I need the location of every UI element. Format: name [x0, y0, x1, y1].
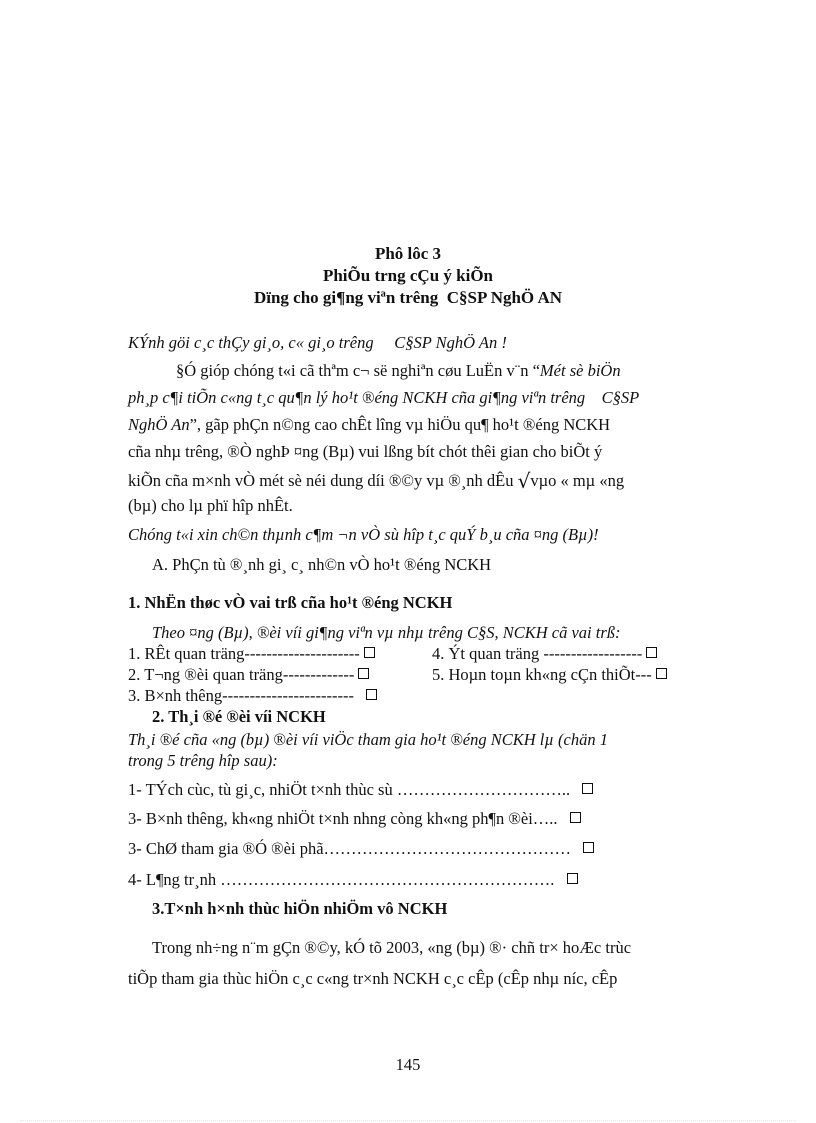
intro-line-2a: ph¸p c¶i tiÕn c«ng t¸c qu¶n lý ho¹t ®éng NCKH cña gi¶ng viªn trêng — [128, 388, 586, 407]
checkmark-icon: √ — [517, 469, 531, 493]
intro-line-5a: kiÕn cña m×nh vÒ mét sè néi dung díi ®©y vµ ®¸nh dÊu — [128, 471, 514, 490]
survey-subtitle — [0, 287, 816, 309]
checkbox-icon[interactable] — [570, 812, 581, 823]
q1-option-2-label: 2. T¬ng ®èi quan träng------------- — [128, 665, 355, 684]
intro-line-6: (bµ) cho lµ phï hîp nhÊt. — [128, 496, 293, 515]
q2-prompt-2: trong 5 trêng hîp sau): — [128, 751, 278, 770]
q3-paragraph-line-2: tiÕp tham gia thùc hiÖn c¸c c«ng tr×nh NCKH c¸c cÊp (cÊp nhµ níc, cÊp — [128, 969, 618, 988]
q2-option-1-label: 1- TÝch cùc, tù gi¸c, nhiÖt t×nh thùc sù ………………………….. — [128, 780, 571, 799]
q1-option-3-label: 3. B×nh thêng------------------------ — [128, 686, 354, 705]
q1-option-1[interactable] — [128, 643, 375, 665]
intro-line-1 — [176, 360, 621, 382]
section-a-title: A. PhÇn tù ®¸nh gi¸ c¸ nh©n vÒ ho¹t ®éng NCKH — [152, 555, 492, 574]
appendix-title: Phô lôc 3 — [374, 244, 442, 263]
checkbox-icon[interactable] — [366, 689, 377, 700]
q3-title: 3.T×nh h×nh thùc hiÖn nhiÖm vô NCKH — [152, 899, 448, 918]
checkbox-icon[interactable] — [583, 842, 594, 853]
q2-option-2-label: 3- B×nh thêng, kh«ng nhiÖt t×nh nhng còng kh«ng ph¶n ®èi….. — [128, 809, 558, 828]
intro-line-3b: ”, gãp phÇn n©ng cao chÊt lîng vµ hiÖu qu¶ ho¹t ®éng NCKH — [189, 415, 611, 434]
q1-option-3[interactable] — [128, 685, 377, 707]
checkbox-icon[interactable] — [358, 668, 369, 679]
page-bottom-divider — [20, 1120, 796, 1121]
q1-prompt: Theo ¤ng (Bµ), ®èi víi gi¶ng viªn vµ nhµ trêng C§S, NCKH cã vai trß: — [152, 623, 621, 642]
q3-paragraph-line-1: Trong nh÷ng n¨m gÇn ®©y, kÓ tõ 2003, «ng (bµ) ®· chñ tr× hoÆc trùc — [152, 938, 632, 957]
greeting-b: C§SP NghÖ An ! — [394, 333, 507, 352]
greeting-a: KÝnh göi c¸c thÇy gi¸o, c« gi¸o trêng — [128, 333, 374, 352]
checkbox-icon[interactable] — [582, 783, 593, 794]
q2-title: 2. Th¸i ®é ®èi víi NCKH — [152, 707, 326, 726]
q1-option-5[interactable] — [432, 664, 667, 686]
intro-line-5 — [128, 468, 624, 492]
intro-line-3a: NghÖ An — [128, 415, 190, 434]
q1-title: 1. NhËn thøc vÒ vai trß cña ho¹t ®éng NCKH — [128, 593, 453, 612]
intro-line-4: cña nhµ trêng, ®Ò nghÞ ¤ng (Bµ) vui lßng bít chót thêi gian cho biÕt ý — [128, 442, 603, 461]
intro-line-2 — [128, 387, 639, 409]
intro-line-2b: C§SP — [601, 388, 640, 407]
intro-line-5b: vµo « mµ «ng — [530, 471, 625, 490]
q1-option-2[interactable] — [128, 664, 369, 686]
q1-option-5-label: 5. Hoµn toµn kh«ng cÇn thiÕt--- — [432, 665, 652, 684]
intro-line-3 — [128, 414, 610, 436]
checkbox-icon[interactable] — [656, 668, 667, 679]
checkbox-icon[interactable] — [646, 647, 657, 658]
q2-option-4[interactable] — [128, 869, 578, 891]
survey-title: PhiÕu trng cÇu ý kiÕn — [322, 266, 494, 285]
checkbox-icon[interactable] — [567, 873, 578, 884]
survey-subtitle-b: C§SP NghÖ AN — [446, 288, 563, 307]
greeting — [128, 332, 507, 354]
survey-subtitle-a: Dïng cho gi¶ng viªn trêng — [253, 288, 439, 307]
q1-option-4[interactable] — [432, 643, 657, 665]
q2-option-3-label: 3- ChØ tham gia ®Ó ®èi phã……………………………………… — [128, 839, 572, 858]
intro-line-1b: Mét sè biÖn — [539, 361, 621, 380]
q2-option-3[interactable] — [128, 838, 594, 860]
thanks-line: Chóng t«i xin ch©n thµnh c¶m ¬n vÒ sù hîp t¸c quÝ b¸u cña ¤ng (Bµ)! — [128, 525, 599, 544]
q2-prompt-1: Th¸i ®é cña «ng (bµ) ®èi víi viÖc tham gia ho¹t ®éng NCKH lµ (chän 1 — [128, 730, 608, 749]
q2-option-1[interactable] — [128, 779, 593, 801]
q2-option-4-label: 4- L¶ng tr¸nh ……………………………………………………. — [128, 870, 555, 889]
q2-option-2[interactable] — [128, 808, 581, 830]
intro-line-1a: §Ó gióp chóng t«i cã thªm c¬ së nghiªn cøu LuËn v¨n “ — [176, 361, 540, 380]
page-number: 145 — [395, 1055, 421, 1074]
checkbox-icon[interactable] — [364, 647, 375, 658]
q1-option-1-label: 1. RÊt quan träng--------------------- — [128, 644, 360, 663]
q1-option-4-label: 4. Ýt quan träng ------------------ — [432, 644, 643, 663]
